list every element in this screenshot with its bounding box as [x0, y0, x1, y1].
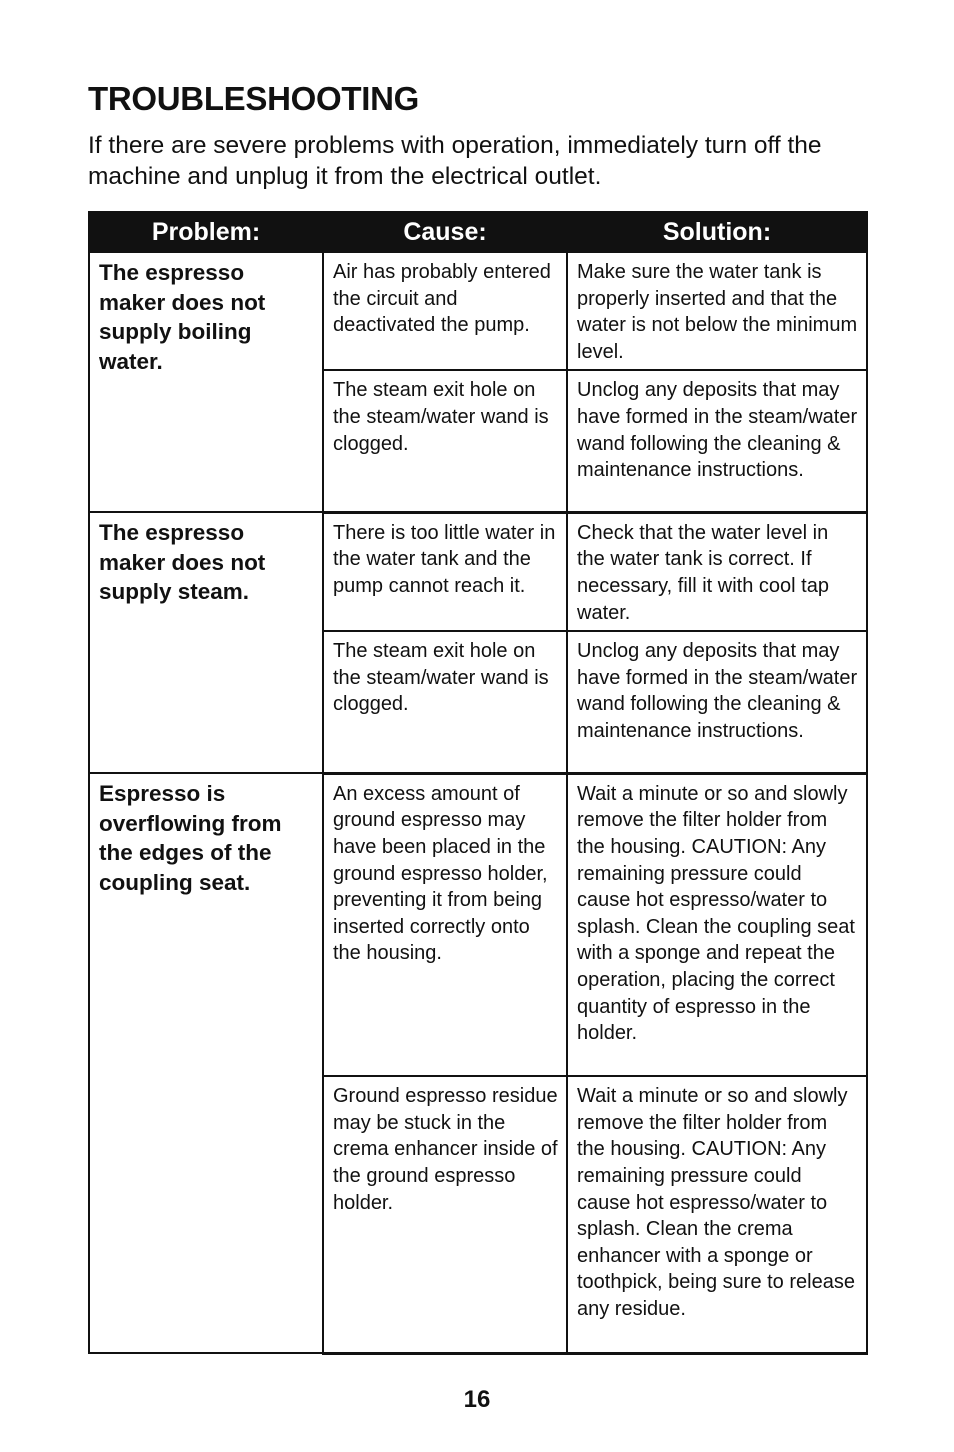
page-title: TROUBLESHOOTING — [88, 80, 419, 117]
header-cause: Cause: — [323, 212, 567, 252]
table-row — [89, 252, 867, 370]
cause-cell: Ground espresso residue may be stuck in the crema enhancer inside of the ground espresso holder. — [323, 1076, 567, 1353]
table-header-row — [89, 212, 867, 252]
table-row — [89, 512, 867, 631]
page-number: 16 — [463, 1386, 491, 1413]
table-row — [89, 773, 867, 1076]
cause-cell: Air has probably entered the circuit and deactivated the pump. — [323, 252, 567, 370]
cause-cell: The steam exit hole on the steam/water wand is clogged. — [323, 370, 567, 512]
header-solution: Solution: — [567, 212, 867, 252]
problem-cell: Espresso is overflowing from the edges of the coupling seat. — [89, 773, 323, 1353]
intro-paragraph: If there are severe problems with operation, immediately turn off the machine and unplug it from the electrical outlet. — [88, 132, 822, 190]
cause-cell: The steam exit hole on the steam/water wand is clogged. — [323, 631, 567, 773]
solution-cell: Wait a minute or so and slowly remove the filter holder from the housing. CAUTION: Any remaining pressure could cause hot espresso/water to splash. Clean the coupling seat with a sponge and repeat the operation, placing the correct quantity of espresso in the holder. — [567, 773, 867, 1076]
troubleshooting-table — [88, 211, 868, 1355]
solution-cell: Check that the water level in the water tank is correct. If necessary, fill it with cool tap water. — [567, 512, 867, 631]
cause-cell: An excess amount of ground espresso may have been placed in the ground espresso holder, preventing it from being inserted correctly onto the housing. — [323, 773, 567, 1076]
solution-cell: Unclog any deposits that may have formed in the steam/water wand following the cleaning & maintenance instructions. — [567, 370, 867, 512]
problem-cell: The espresso maker does not supply steam. — [89, 512, 323, 773]
problem-cell: The espresso maker does not supply boiling water. — [89, 252, 323, 512]
solution-cell: Wait a minute or so and slowly remove the filter holder from the housing. CAUTION: Any remaining pressure could cause hot espresso/water to splash. Clean the crema enhancer with a sponge or toothpick, being sure to release any residue. — [567, 1076, 867, 1353]
solution-cell: Make sure the water tank is properly inserted and that the water is not below the minimum level. — [567, 252, 867, 370]
header-problem: Problem: — [89, 212, 323, 252]
cause-cell: There is too little water in the water tank and the pump cannot reach it. — [323, 512, 567, 631]
solution-cell: Unclog any deposits that may have formed in the steam/water wand following the cleaning & maintenance instructions. — [567, 631, 867, 773]
